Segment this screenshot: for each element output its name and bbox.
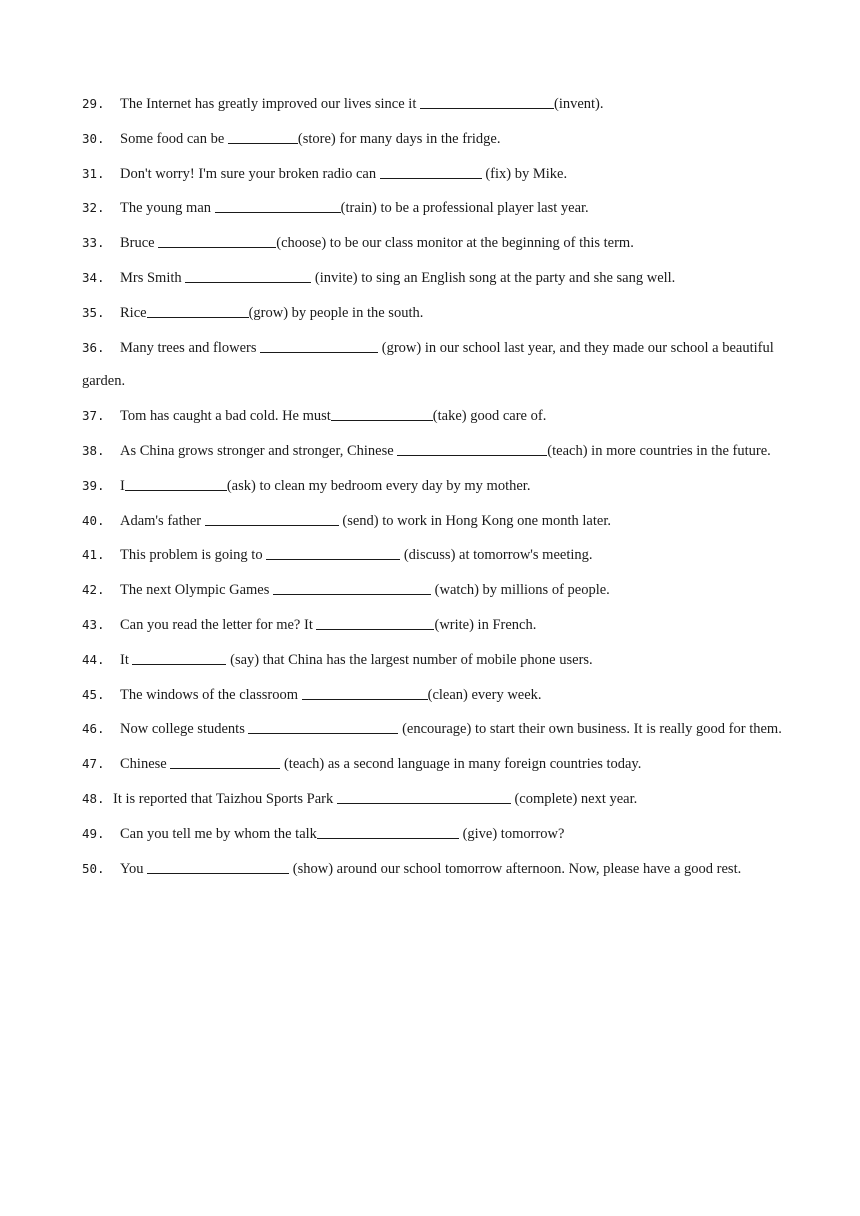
question-text-after: (give) tomorrow? bbox=[458, 825, 565, 842]
question-number: 40. bbox=[82, 512, 105, 528]
question-text-after: (invent). bbox=[553, 96, 604, 112]
answer-blank[interactable] bbox=[228, 129, 298, 144]
question-text-before: Mrs Smith bbox=[120, 269, 186, 286]
question-number: 45. bbox=[82, 686, 105, 702]
question-text-after: (grow) in our school last year, and they made our school a beautiful garden. bbox=[82, 339, 774, 390]
question-text-before: Some food can be bbox=[120, 130, 228, 147]
question-number: 37. bbox=[82, 408, 105, 424]
question-number: 38. bbox=[82, 442, 105, 458]
question-text-after: (show) around our school tomorrow afternoon. Now, please have a good rest. bbox=[289, 860, 742, 877]
question-number: 43. bbox=[82, 616, 105, 632]
question-text-before: Chinese bbox=[120, 756, 171, 773]
answer-blank[interactable] bbox=[147, 303, 249, 318]
answer-blank[interactable] bbox=[380, 164, 482, 179]
question-number: 49. bbox=[82, 825, 105, 841]
question-list bbox=[82, 87, 782, 886]
question-32 bbox=[82, 191, 782, 226]
question-45 bbox=[82, 678, 782, 713]
question-text-after: (teach) as a second language in many foreign countries today. bbox=[280, 756, 642, 773]
question-text-before: Can you read the letter for me? It bbox=[120, 616, 317, 633]
answer-blank[interactable] bbox=[397, 441, 547, 456]
question-text-after: (send) to work in Hong Kong one month later. bbox=[338, 512, 611, 529]
question-29 bbox=[82, 87, 782, 122]
question-number: 46. bbox=[82, 721, 105, 737]
question-number: 44. bbox=[82, 651, 105, 667]
question-text-before: I bbox=[120, 477, 125, 494]
question-text-after: (say) that China has the largest number of mobile phone users. bbox=[226, 651, 593, 668]
answer-blank[interactable] bbox=[266, 545, 400, 560]
question-46 bbox=[82, 712, 782, 747]
question-42 bbox=[82, 573, 782, 608]
question-text-after: (choose) to be our class monitor at the beginning of this term. bbox=[276, 235, 634, 252]
answer-blank[interactable] bbox=[125, 476, 227, 491]
question-text-before: The young man bbox=[120, 200, 215, 217]
answer-blank[interactable] bbox=[248, 719, 398, 734]
question-text-before: The next Olympic Games bbox=[120, 582, 274, 599]
question-text-after: (encourage) to start their own business. It is really good for them. bbox=[398, 721, 782, 738]
question-text-after: (ask) to clean my bedroom every day by my mother. bbox=[226, 477, 531, 494]
answer-blank[interactable] bbox=[185, 268, 311, 283]
question-text-before: Can you tell me by whom the talk bbox=[120, 825, 317, 842]
question-39 bbox=[82, 469, 782, 504]
question-44 bbox=[82, 643, 782, 678]
question-text-after: (watch) by millions of people. bbox=[431, 582, 610, 599]
question-text-before: Rice bbox=[120, 304, 147, 321]
question-text-before: Don't worry! I'm sure your broken radio can bbox=[120, 165, 380, 182]
answer-blank[interactable] bbox=[316, 615, 434, 630]
answer-blank[interactable] bbox=[147, 859, 289, 874]
question-text-before: The Internet has greatly improved our lives since it bbox=[120, 96, 420, 112]
question-number: 32. bbox=[82, 200, 105, 216]
question-38 bbox=[82, 434, 782, 469]
question-number: 39. bbox=[82, 477, 105, 493]
question-number: 35. bbox=[82, 304, 105, 320]
question-number: 42. bbox=[82, 582, 105, 598]
question-text-before: Adam's father bbox=[120, 512, 205, 529]
answer-blank[interactable] bbox=[331, 406, 433, 421]
question-33 bbox=[82, 226, 782, 261]
answer-blank[interactable] bbox=[273, 580, 431, 595]
question-35 bbox=[82, 296, 782, 331]
question-text-after: (write) in French. bbox=[434, 616, 537, 633]
answer-blank[interactable] bbox=[205, 511, 339, 526]
question-36 bbox=[82, 331, 782, 400]
question-text-after: (fix) by Mike. bbox=[481, 165, 568, 182]
question-text-after: (take) good care of. bbox=[432, 408, 547, 425]
question-49 bbox=[82, 817, 782, 852]
question-text-before: Many trees and flowers bbox=[120, 339, 261, 356]
question-number: 29. bbox=[82, 96, 105, 111]
question-text-after: (store) for many days in the fridge. bbox=[297, 130, 501, 147]
question-number: 34. bbox=[82, 269, 105, 285]
question-text-after: (invite) to sing an English song at the party and she sang well. bbox=[311, 269, 676, 286]
question-34 bbox=[82, 261, 782, 296]
question-text-after: (train) to be a professional player last year. bbox=[340, 200, 589, 217]
question-text-after: (complete) next year. bbox=[510, 790, 638, 807]
question-text-after: (teach) in more countries in the future. bbox=[547, 442, 771, 459]
question-number: 31. bbox=[82, 165, 105, 181]
question-30 bbox=[82, 122, 782, 157]
question-text-before: You bbox=[120, 860, 148, 877]
answer-blank[interactable] bbox=[317, 824, 459, 839]
answer-blank[interactable] bbox=[337, 789, 511, 804]
answer-blank[interactable] bbox=[302, 685, 428, 700]
question-text-before: The windows of the classroom bbox=[120, 686, 302, 703]
answer-blank[interactable] bbox=[170, 754, 280, 769]
question-number: 36. bbox=[82, 339, 105, 355]
question-40 bbox=[82, 504, 782, 539]
question-text-before: This problem is going to bbox=[120, 547, 267, 564]
question-47 bbox=[82, 747, 782, 782]
question-text-after: (clean) every week. bbox=[427, 686, 542, 703]
question-text-after: (discuss) at tomorrow's meeting. bbox=[400, 547, 593, 564]
question-text-before: It is reported that Taizhou Sports Park bbox=[113, 790, 337, 807]
question-text-after: (grow) by people in the south. bbox=[248, 304, 424, 321]
answer-blank[interactable] bbox=[215, 198, 341, 213]
question-text-before: It bbox=[120, 651, 133, 668]
answer-blank[interactable] bbox=[132, 650, 226, 665]
question-text-before: As China grows stronger and stronger, Chinese bbox=[120, 442, 398, 459]
question-50 bbox=[82, 852, 782, 887]
answer-blank[interactable] bbox=[260, 338, 378, 353]
answer-blank[interactable] bbox=[158, 233, 276, 248]
question-text-before: Now college students bbox=[120, 721, 249, 738]
question-37 bbox=[82, 399, 782, 434]
question-number: 48. bbox=[82, 790, 105, 806]
question-number: 30. bbox=[82, 130, 105, 146]
answer-blank[interactable] bbox=[420, 94, 554, 109]
question-text-before: Bruce bbox=[120, 235, 159, 252]
question-number: 41. bbox=[82, 547, 105, 563]
question-text-before: Tom has caught a bad cold. He must bbox=[120, 408, 331, 425]
question-48 bbox=[82, 782, 782, 817]
question-43 bbox=[82, 608, 782, 643]
question-41 bbox=[82, 538, 782, 573]
question-number: 33. bbox=[82, 235, 105, 251]
question-31 bbox=[82, 157, 782, 192]
question-number: 47. bbox=[82, 756, 105, 772]
question-number: 50. bbox=[82, 860, 105, 876]
